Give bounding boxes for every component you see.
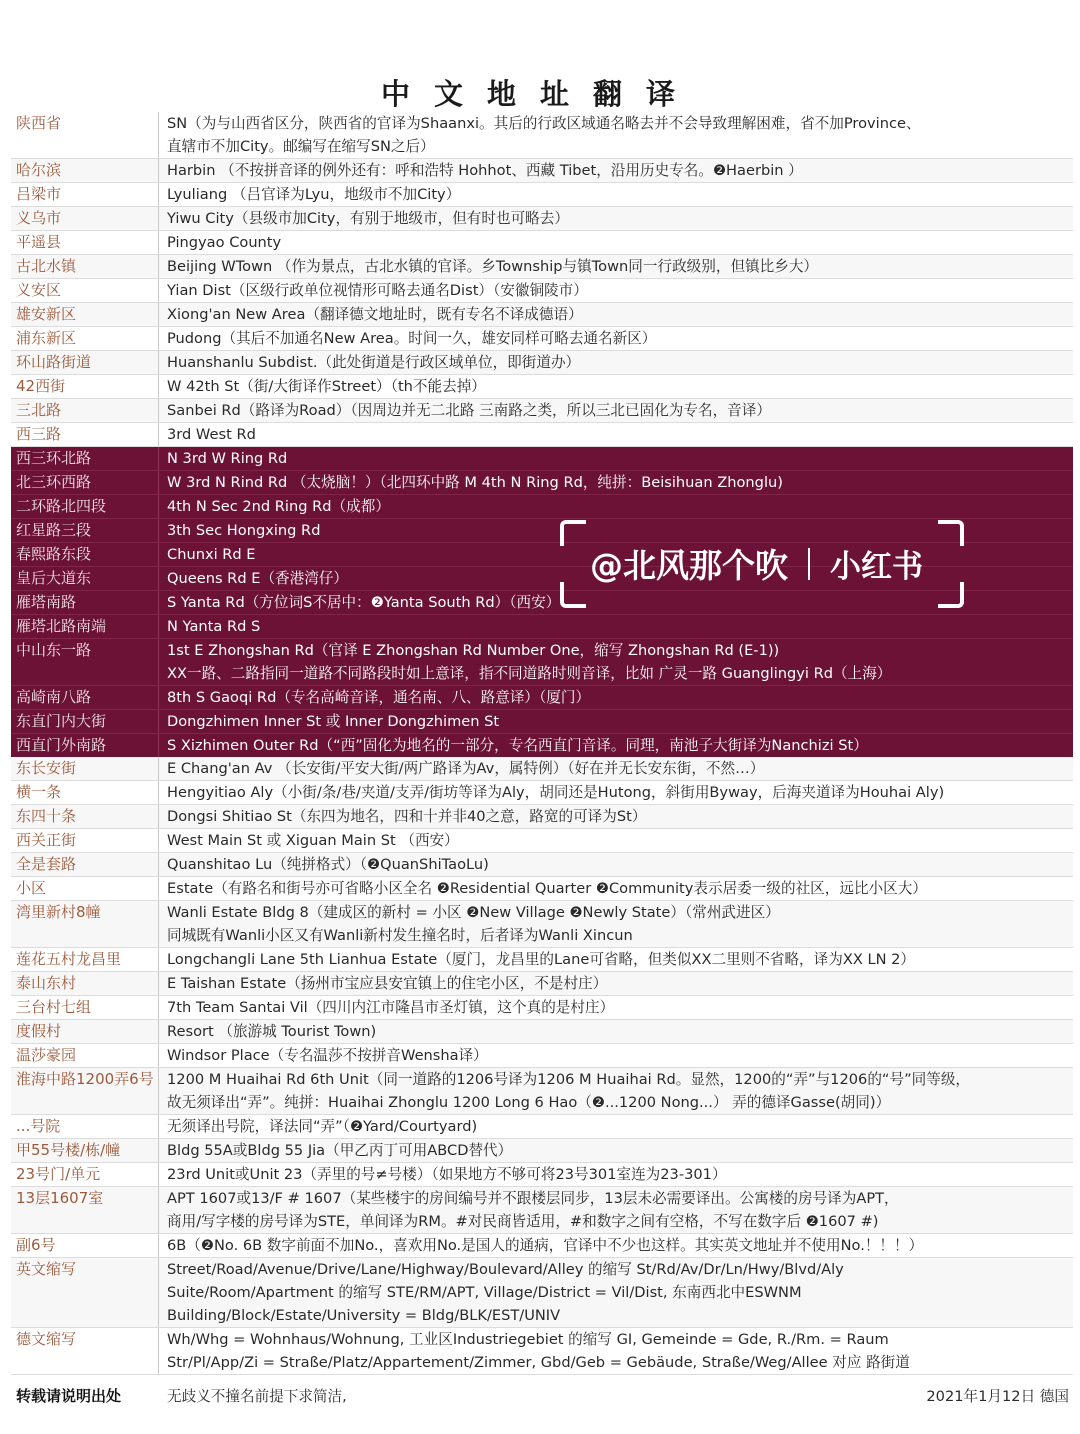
chinese-term: 泰山东村 [11, 972, 159, 995]
translation-note: Estate（有路名和街号亦可省略小区全名 ❷Residential Quarter ❷Community表示居委一级的社区，远比小区大） [167, 880, 927, 897]
table-row [11, 1328, 1073, 1375]
table-row [11, 1258, 1073, 1328]
table-row [11, 303, 1073, 327]
chinese-term: 红星路三段 [11, 519, 159, 542]
chinese-term: 中山东一路 [11, 639, 159, 685]
chinese-term: 浦东新区 [11, 327, 159, 350]
table-row [11, 757, 1073, 781]
table-row [11, 447, 1073, 471]
chinese-term: 全是套路 [11, 853, 159, 876]
translation-note: 8th S Gaoqi Rd（专名高崎音译，通名南、八、路意译）（厦门） [167, 689, 591, 706]
table-row [11, 615, 1073, 639]
translation-note: Bldg 55A或Bldg 55 Jia（甲乙丙丁可用ABCD替代） [167, 1142, 513, 1159]
translation-note: W 42th St（街/大街译作Street）（th不能去掉） [167, 378, 486, 395]
table-row [11, 1044, 1073, 1068]
translation-note: E Chang'an Av （长安街/平安大街/两广路译为Av，属特例）（好在并无长安东街，不然…） [167, 760, 765, 777]
table-row [11, 996, 1073, 1020]
translation-note: Harbin （不按拼音译的例外还有：呼和浩特 Hohhot、西藏 Tibet，沿用历史专名。❷Haerbin ） [167, 162, 803, 179]
translation-note: 23rd Unit或Unit 23（弄里的号≠号楼）（如果地方不够可将23号301室连为23-301） [167, 1166, 727, 1183]
translation-note: Sanbei Rd（路译为Road）（因周边并无二北路 三南路之类，所以三北已固化为专名，音译） [167, 402, 771, 419]
translation-note: Pingyao County [167, 234, 282, 251]
translation-note: Quanshitao Lu（纯拼格式）（❷QuanShiTaoLu) [167, 856, 489, 873]
table-row [11, 183, 1073, 207]
chinese-term: 西三路 [11, 423, 159, 446]
translation-note: Dongzhimen Inner St 或 Inner Dongzhimen St [167, 713, 500, 730]
translation-note: S Yanta Rd（方位词S不居中：❷Yanta South Rd）（西安） [167, 594, 561, 611]
footer-label: 转载请说明出处 [16, 1387, 122, 1405]
watermark-text [590, 540, 923, 587]
translation-note: Windsor Place（专名温莎不按拼音Wensha译） [167, 1047, 488, 1064]
chinese-term: 二环路北四段 [11, 495, 159, 518]
footer-left-text: 无歧义不撞名前提下求简洁, [167, 1388, 347, 1405]
table-row [11, 279, 1073, 303]
table-row [11, 351, 1073, 375]
chinese-term: 横一条 [11, 781, 159, 804]
chinese-term: 莲花五村龙昌里 [11, 948, 159, 971]
table-row [11, 1115, 1073, 1139]
translation-note: 1st E Zhongshan Rd（官译 E Zhongshan Rd Number One，缩写 Zhongshan Rd (E-1)) XX一路、二路指同一道路不同路段时如上意译，指不同道路时则音译，比如 广灵一路 Guanglingyi Rd（上海） [167, 642, 892, 682]
translation-note: APT 1607或13/F # 1607（某些楼宇的房间编号并不跟楼层同步，13层未必需要译出。公寓楼的房号译为APT， 商用/写字楼的房号译为STE，单间译为RM。#对民商皆适用，#和数字之间有空格，不写在数字后 ❷1607 #) [167, 1190, 899, 1230]
translation-note: 7th Team Santai Vil（四川内江市隆昌市圣灯镇，这个真的是村庄） [167, 999, 615, 1016]
chinese-term: 义安区 [11, 279, 159, 302]
chinese-term: 高崎南八路 [11, 686, 159, 709]
translation-note: Lyuliang （吕官译为Lyu，地级市不加City） [167, 186, 461, 203]
chinese-term: 雁塔南路 [11, 591, 159, 614]
translation-note: 1200 M Huaihai Rd 6th Unit（同一道路的1206号译为1206 M Huaihai Rd。显然，1200的“弄”与1206的“号”同等级， 故无须译出“弄”。纯拼：Huaihai Zhonglu 1200 Long 6 Hao（❷...1200 Nong...） 弄的德译Gasse(胡同)） [167, 1071, 971, 1111]
translation-note: Resort （旅游城 Tourist Town) [167, 1023, 377, 1040]
chinese-term: 环山路街道 [11, 351, 159, 374]
table-row [11, 112, 1073, 159]
watermark [560, 520, 964, 608]
table-row [11, 423, 1073, 447]
footer-note [159, 1385, 1073, 1408]
chinese-term: 义乌市 [11, 207, 159, 230]
translation-note: 3rd West Rd [167, 426, 256, 443]
table-row [11, 1139, 1073, 1163]
translation-note: Chunxi Rd E [167, 546, 256, 563]
table-row [11, 639, 1073, 686]
page-title: 中文地址翻译 [380, 77, 699, 111]
translation-note: Dongsi Shitiao St（东四为地名，四和十并非40之意，路宽的可译为St） [167, 808, 647, 825]
translation-note: N 3rd W Ring Rd [167, 450, 288, 467]
table-row [11, 255, 1073, 279]
watermark-corner-top-right [938, 520, 964, 546]
table-row [11, 734, 1073, 757]
translation-note: Yian Dist（区级行政单位视情形可略去通名Dist）（安徽铜陵市） [167, 282, 588, 299]
chinese-term: 德文缩写 [11, 1328, 159, 1374]
watermark-brand: 小红书 [830, 549, 923, 585]
chinese-term: 淮海中路1200弄6号 [11, 1068, 159, 1114]
table-row [11, 972, 1073, 996]
table-row [11, 159, 1073, 183]
table-row [11, 1020, 1073, 1044]
table-row [11, 686, 1073, 710]
chinese-term: 吕梁市 [11, 183, 159, 206]
table-row [11, 1163, 1073, 1187]
table-row [11, 327, 1073, 351]
translation-note: Huanshanlu Subdist.（此处街道是行政区域单位，即街道办） [167, 354, 581, 371]
chinese-term: ...号院 [11, 1115, 159, 1138]
translation-note: E Taishan Estate（扬州市宝应县安宜镇上的住宅小区，不是村庄） [167, 975, 608, 992]
table-row [11, 495, 1073, 519]
translation-note: Xiong'an New Area（翻译德文地址时，既有专名不译成德语） [167, 306, 583, 323]
translation-note: 无须译出号院，译法同“弄”（❷Yard/Courtyard) [167, 1118, 478, 1135]
chinese-term: 23号门/单元 [11, 1163, 159, 1186]
chinese-term: 甲55号楼/栋/幢 [11, 1139, 159, 1162]
chinese-term: 春熙路东段 [11, 543, 159, 566]
chinese-term: 西三环北路 [11, 447, 159, 470]
table-row [11, 781, 1073, 805]
table-row [11, 853, 1073, 877]
translation-note: Longchangli Lane 5th Lianhua Estate（厦门，龙昌里的Lane可省略，但类似XX二里则不省略，译为XX LN 2） [167, 951, 916, 968]
table-row [11, 1068, 1073, 1115]
chinese-term: 三台村七组 [11, 996, 159, 1019]
table-row [11, 948, 1073, 972]
translation-note: Hengyitiao Aly（小街/条/巷/夹道/支弄/街坊等译为Aly，胡同还是Hutong，斜街用Byway，后海夹道译为Houhai Aly) [167, 784, 945, 801]
translation-note: Wanli Estate Bldg 8（建成区的新村 = 小区 ❷New Village ❷Newly State）（常州武进区） 同城既有Wanli小区又有Wanli新村发生撞名时，后者译为Wanli Xincun [167, 904, 780, 944]
translation-note: 3th Sec Hongxing Rd [167, 522, 321, 539]
chinese-term: 湾里新村8幢 [11, 901, 159, 947]
table-row [11, 1187, 1073, 1234]
chinese-term: 北三环西路 [11, 471, 159, 494]
table-row [11, 877, 1073, 901]
translation-note: S Xizhimen Outer Rd（“西”固化为地名的一部分，专名西直门音译。同理，南池子大街译为Nanchizi St） [167, 737, 868, 754]
translation-note: Street/Road/Avenue/Drive/Lane/Highway/Boulevard/Alley 的缩写 St/Rd/Av/Dr/Ln/Hwy/Blvd/Aly Suite/Room/Apartment 的缩写 STE/RM/APT, Village/District = Vil/Dist, 东南西北中ESWNM Building/Block/Estate/University = Bldg/BLK/EST/UNIV [167, 1261, 844, 1324]
watermark-divider [808, 548, 810, 580]
translation-note: West Main St 或 Xiguan Main St （西安） [167, 832, 459, 849]
table-row [11, 710, 1073, 734]
watermark-corner-top-left [560, 520, 586, 546]
translation-note: N Yanta Rd S [167, 618, 261, 635]
watermark-corner-bottom-left [560, 582, 586, 608]
watermark-corner-bottom-right [938, 582, 964, 608]
chinese-term: 东直门内大街 [11, 710, 159, 733]
table-row [11, 207, 1073, 231]
chinese-term: 东四十条 [11, 805, 159, 828]
translation-note: Pudong（其后不加通名New Area。时间一久，雄安同样可略去通名新区） [167, 330, 657, 347]
chinese-term: 副6号 [11, 1234, 159, 1257]
chinese-term: 东长安街 [11, 757, 159, 780]
chinese-term: 西关正街 [11, 829, 159, 852]
chinese-term: 皇后大道东 [11, 567, 159, 590]
chinese-term: 雁塔北路南端 [11, 615, 159, 638]
chinese-term: 雄安新区 [11, 303, 159, 326]
address-table [11, 112, 1073, 1408]
chinese-term: 三北路 [11, 399, 159, 422]
chinese-term: 英文缩写 [11, 1258, 159, 1327]
footer-row [11, 1385, 1073, 1408]
table-row [11, 805, 1073, 829]
translation-note: Beijing WTown （作为景点，古北水镇的官译。乡Township与镇Town同一行政级别，但镇比乡大） [167, 258, 819, 275]
chinese-term: 陕西省 [11, 112, 159, 158]
table-row [11, 829, 1073, 853]
chinese-term: 平遥县 [11, 231, 159, 254]
table-row [11, 471, 1073, 495]
chinese-term: 13层1607室 [11, 1187, 159, 1233]
translation-note: Yiwu City（县级市加City，有别于地级市，但有时也可略去） [167, 210, 569, 227]
chinese-term: 小区 [11, 877, 159, 900]
chinese-term: 哈尔滨 [11, 159, 159, 182]
table-row [11, 231, 1073, 255]
translation-note: W 3rd N Rind Rd （太烧脑！）（北四环中路 M 4th N Ring Rd，纯拼：Beisihuan Zhonglu) [167, 474, 783, 491]
watermark-handle: @北风那个吹 [590, 546, 788, 585]
table-row [11, 1234, 1073, 1258]
chinese-term: 温莎豪园 [11, 1044, 159, 1067]
translation-note: Queens Rd E（香港湾仔） [167, 570, 349, 587]
translation-note: 4th N Sec 2nd Ring Rd（成都） [167, 498, 390, 515]
table-row [11, 901, 1073, 948]
translation-note: SN（为与山西省区分，陕西省的官译为Shaanxi。其后的行政区域通名略去并不会导致理解困难，省不加Province、 直辖市不加City。邮编写在缩写SN之后） [167, 115, 921, 155]
chinese-term: 度假村 [11, 1020, 159, 1043]
chinese-term: 古北水镇 [11, 255, 159, 278]
translation-note: 6B（❷No. 6B 数字前面不加No.，喜欢用No.是国人的通病，官译中不少也这样。其实英文地址并不使用No.！！！） [167, 1237, 924, 1254]
chinese-term: 42西街 [11, 375, 159, 398]
translation-note: Wh/Whg = Wohnhaus/Wohnung, 工业区Industriegebiet 的缩写 GI, Gemeinde = Gde, R./Rm. = Raum Str/Pl/App/Zi = Straße/Platz/Appartement/Zimmer, Gbd/Geb = Gebäude, Straße/Weg/Allee 对应 路街道 [167, 1331, 910, 1371]
chinese-term: 西直门外南路 [11, 734, 159, 757]
table-row [11, 399, 1073, 423]
footer-date: 2021年1月12日 德国 [926, 1388, 1069, 1405]
table-row [11, 375, 1073, 399]
